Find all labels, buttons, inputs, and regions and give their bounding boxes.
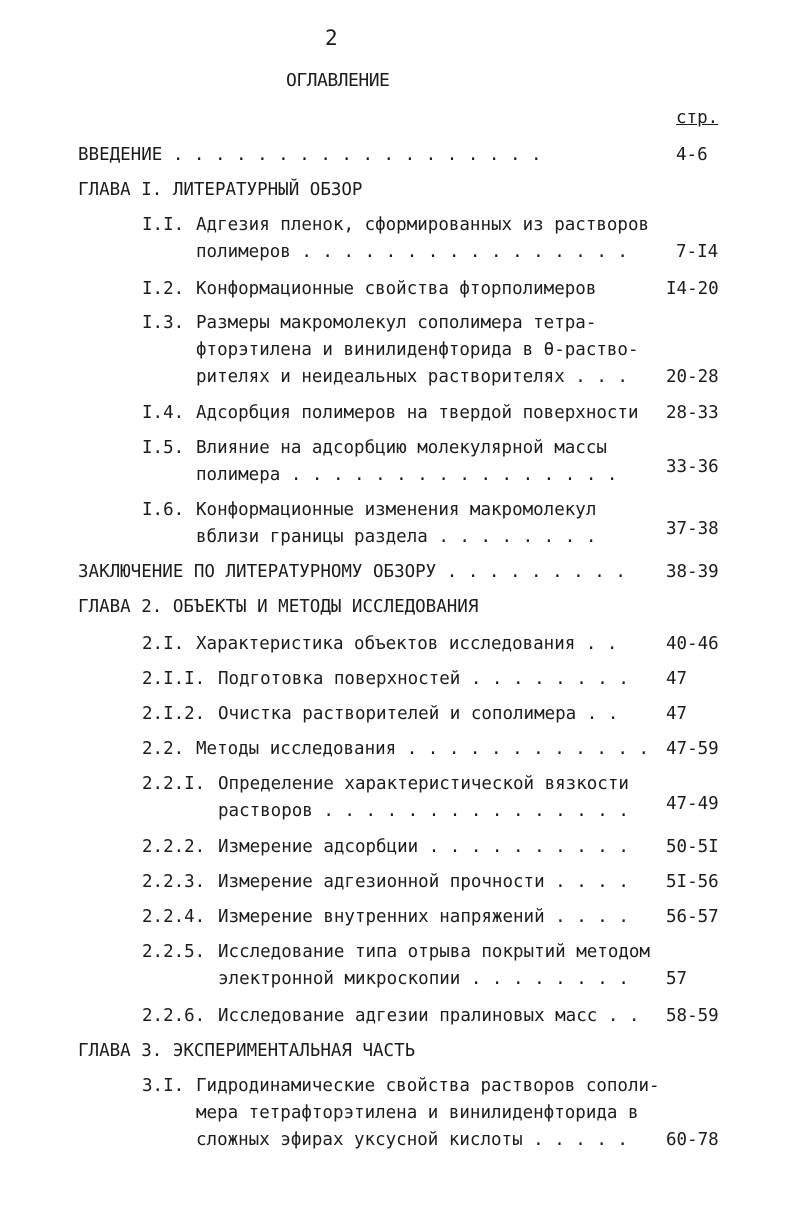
toc-entry-title[interactable]: Измерение адгезионной прочности . . . . — [218, 872, 629, 892]
toc-entry-title[interactable]: Конформационные изменения макромолекул — [196, 500, 597, 520]
page-number: 2 — [325, 26, 338, 50]
toc-entry-pages: 4-6 — [676, 145, 708, 165]
toc-entry-number: I.4. — [142, 403, 185, 423]
toc-entry-pages: 33-36 — [666, 457, 719, 477]
toc-entry-pages: 38-39 — [666, 562, 719, 582]
toc-entry-pages: 5I-56 — [666, 872, 719, 892]
toc-entry-title-cont: рителях и неидеальных растворителях . . . — [196, 367, 628, 387]
toc-entry-number: 2.I.I. — [142, 669, 206, 689]
toc-entry-pages: 47 — [666, 669, 688, 689]
toc-chapter-title: ГЛАВА 2. ОБЪЕКТЫ И МЕТОДЫ ИССЛЕДОВАНИЯ — [78, 597, 479, 617]
toc-chapter-3[interactable] — [78, 1041, 415, 1061]
toc-entry-pages: 7-I4 — [676, 242, 719, 262]
toc-entry-title: ЗАКЛЮЧЕНИЕ ПО ЛИТЕРАТУРНОМУ ОБЗОРУ . . . . . . . . . — [78, 562, 626, 582]
toc-entry-number: 2.I.2. — [142, 704, 206, 724]
toc-entry-pages: 47 — [666, 704, 688, 724]
toc-entry-title-cont: полимеров . . . . . . . . . . . . . . . . — [196, 242, 628, 262]
toc-entry-title: ВВЕДЕНИЕ . . . . . . . . . . . . . . . . . . — [78, 145, 542, 165]
toc-entry-pages: 56-57 — [666, 907, 719, 927]
toc-entry-pages: 20-28 — [666, 367, 719, 387]
toc-entry-pages: 47-59 — [666, 739, 719, 759]
toc-entry-pages: 47-49 — [666, 794, 719, 814]
toc-entry-title-cont: мера тетрафторэтилена и винилиденфторида в — [196, 1103, 639, 1123]
toc-entry-number: 3.I. — [142, 1076, 185, 1096]
toc-entry-pages: 58-59 — [666, 1006, 719, 1026]
toc-entry-title[interactable]: Характеристика объектов исследования . . — [196, 634, 618, 654]
toc-entry-title[interactable]: Исследование типа отрыва покрытий методом — [218, 942, 650, 962]
toc-entry-pages: I4-20 — [666, 279, 719, 299]
toc-entry-number: 2.2.5. — [142, 942, 206, 962]
toc-entry-title-cont: вблизи границы раздела . . . . . . . . — [196, 527, 597, 547]
toc-entry-introduction[interactable] — [78, 145, 542, 165]
toc-entry-number: I.3. — [142, 313, 185, 333]
toc-entry-title[interactable]: Адгезия пленок, сформированных из растворов — [196, 215, 650, 235]
pages-column-header: стр. — [676, 108, 719, 128]
toc-entry-number: I.5. — [142, 438, 185, 458]
toc-entry-number: 2.2.2. — [142, 837, 206, 857]
toc-entry-number: 2.2. — [142, 739, 185, 759]
toc-entry-number: I.6. — [142, 500, 185, 520]
toc-entry-pages: 60-78 — [666, 1130, 719, 1150]
toc-entry-title[interactable]: Измерение внутренних напряжений . . . . — [218, 907, 629, 927]
toc-entry-title-cont: растворов . . . . . . . . . . . . . . . — [218, 801, 629, 821]
toc-entry-title[interactable]: Очистка растворителей и сополимера . . — [218, 704, 619, 724]
toc-entry-number: 2.2.6. — [142, 1006, 206, 1026]
toc-entry-pages: 28-33 — [666, 403, 719, 423]
toc-entry-title[interactable]: Измерение адсорбции . . . . . . . . . . — [218, 837, 629, 857]
page-title: ОГЛАВЛЕНИЕ — [286, 70, 390, 91]
toc-entry-title[interactable]: Исследование адгезии пралиновых масс . . — [218, 1006, 640, 1026]
toc-entry-number: 2.2.4. — [142, 907, 206, 927]
toc-entry-number: 2.I. — [142, 634, 185, 654]
toc-entry-number: 2.2.I. — [142, 774, 206, 794]
toc-entry-number: I.I. — [142, 215, 185, 235]
toc-entry-pages: 40-46 — [666, 634, 719, 654]
toc-chapter-1[interactable] — [78, 180, 362, 200]
toc-entry-title[interactable]: Конформационные свойства фторполимеров — [196, 279, 597, 299]
toc-entry-pages: 57 — [666, 969, 688, 989]
toc-entry-title[interactable]: Размеры макромолекул сополимера тетра- — [196, 313, 597, 333]
toc-entry-title[interactable]: Влияние на адсорбцию молекулярной массы — [196, 438, 607, 458]
toc-entry-pages: 37-38 — [666, 519, 719, 539]
toc-entry-number: I.2. — [142, 279, 185, 299]
toc-entry-title-cont: сложных эфирах уксусной кислоты . . . . . — [196, 1130, 628, 1150]
toc-entry-title[interactable]: Адсорбция полимеров на твердой поверхности — [196, 403, 639, 423]
toc-chapter-title: ГЛАВА I. ЛИТЕРАТУРНЫЙ ОБЗОР — [78, 180, 363, 200]
toc-entry-title[interactable]: Определение характеристической вязкости — [218, 774, 629, 794]
toc-entry-title-cont: электронной микроскопии . . . . . . . . — [218, 969, 629, 989]
toc-entry-pages: 50-5I — [666, 837, 719, 857]
toc-entry-title[interactable]: Гидродинамические свойства растворов сополи- — [196, 1076, 660, 1096]
toc-entry-conclusion[interactable] — [78, 562, 626, 582]
toc-entry-title-cont: фторэтилена и винилиденфторида в θ-раство- — [196, 340, 639, 360]
toc-entry-title[interactable]: Методы исследования . . . . . . . . . . . . — [196, 739, 650, 759]
toc-entry-title[interactable]: Подготовка поверхностей . . . . . . . . — [218, 669, 629, 689]
toc-entry-number: 2.2.3. — [142, 872, 206, 892]
toc-chapter-title: ГЛАВА 3. ЭКСПЕРИМЕНТАЛЬНАЯ ЧАСТЬ — [78, 1041, 416, 1061]
toc-entry-title-cont: полимера . . . . . . . . . . . . . . . . — [196, 465, 618, 485]
toc-chapter-2[interactable] — [78, 597, 478, 617]
